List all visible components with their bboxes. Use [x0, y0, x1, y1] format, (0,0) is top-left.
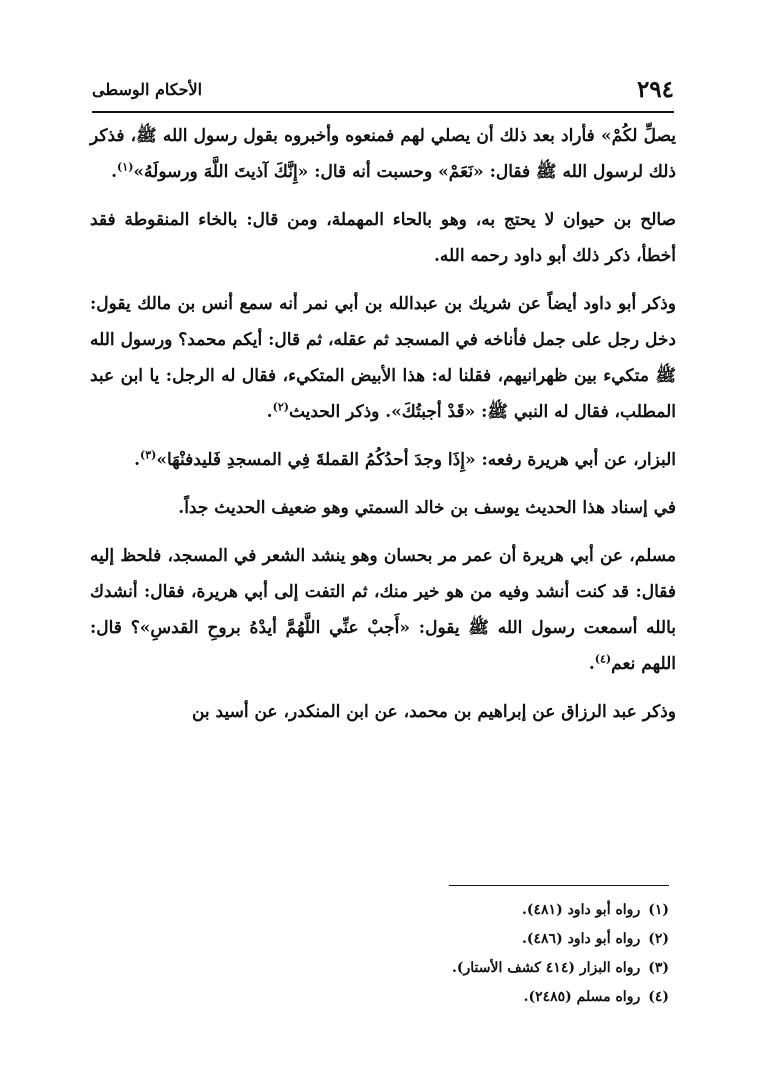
footnote-number: (١)	[648, 902, 669, 918]
paragraph	[90, 538, 676, 682]
footnote-text: رواه أبو داود (٤٨١).	[522, 902, 641, 918]
footnotes	[249, 896, 669, 1012]
paragraph-tail: .	[111, 162, 118, 182]
paragraph	[90, 442, 676, 478]
footnote-text: رواه البزار (٤١٤ كشف الأستار).	[452, 960, 641, 976]
paragraph-text: في إسناد هذا الحديث يوسف بن خالد السمتي وهو ضعيف الحديث جداً.	[178, 498, 676, 518]
main-text	[90, 118, 676, 742]
footnote	[249, 925, 669, 954]
page-number: ٢٩٤	[636, 76, 674, 103]
header-rule	[92, 111, 674, 113]
paragraph	[90, 202, 676, 274]
paragraph	[90, 694, 676, 730]
footnote	[249, 954, 669, 983]
footnote	[249, 983, 669, 1012]
paragraph	[90, 118, 676, 190]
footnote-text: رواه أبو داود (٤٨٦).	[522, 931, 641, 947]
paragraph-tail: .	[266, 402, 273, 422]
paragraph-text: وذكر عبد الرزاق عن إبراهيم بن محمد، عن ابن المنكدر، عن أسيد بن	[191, 702, 676, 722]
paragraph-text: وذكر أبو داود أيضاً عن شريك بن عبدالله بن أبي نمر أنه سمع أنس بن مالك يقول: دخل رجل على جمل فأناخه في المسجد ثم عقله، ثم قال: أيكم محمد؟ ورسول الله ﷺ متكيء بين ظهرانيهم، فقلنا له: هذا الأبيض المتكيء، فقال له الرجل: يا ابن عبد المطلب، فقال له النبي ﷺ: «قَدْ أجبتُكَ». وذكر الحديث	[90, 294, 676, 422]
footnote	[249, 896, 669, 925]
footnote-ref[interactable]: (٣)	[139, 448, 157, 462]
footnote-ref[interactable]: (١)	[117, 160, 134, 174]
footnote-ref[interactable]: (٤)	[594, 652, 612, 666]
footnote-ref[interactable]: (٢)	[272, 400, 289, 414]
paragraph-tail: .	[588, 654, 595, 674]
footnote-separator	[449, 885, 669, 886]
paragraph-text: مسلم، عن أبي هريرة أن عمر مر بحسان وهو ينشد الشعر في المسجد، فلحظ إليه فقال: قد كنت أنشد وفيه من هو خير منك، ثم التفت إلى أبي هريرة، فقال: أنشدك بالله أسمعت رسول الله ﷺ يقول: «أَجبْ عنِّي اللَّهُمَّ أيدْهُ بروحِ القدسِ»؟ قال: اللهم نعم	[90, 546, 676, 674]
paragraph	[90, 490, 676, 526]
footnote-number: (٣)	[648, 960, 669, 976]
page-header	[92, 76, 674, 110]
paragraph-text: يصلِّ لكُمْ» فأراد بعد ذلك أن يصلي لهم فمنعوه وأخبروه بقول رسول الله ﷺ، فذكر ذلك لرسول الله ﷺ فقال: «نَعَمْ» وحسبت أنه قال: «إِنَّكَ آذيتَ اللَّهَ ورسولَهُ»	[90, 126, 676, 182]
footnote-number: (٢)	[648, 931, 669, 947]
paragraph	[90, 286, 676, 430]
footnote-number: (٤)	[648, 989, 669, 1005]
paragraph-text: البزار، عن أبي هريرة رفعه: «إِذَا وجدَ أحدُكُمُ القملةَ فِي المسجدِ فَليدفنْهَا»	[156, 450, 676, 470]
footnote-text: رواه مسلم (٢٤٨٥).	[523, 989, 641, 1005]
paragraph-tail: .	[134, 450, 140, 470]
running-title: الأحكام الوسطى	[92, 80, 203, 99]
paragraph-text: صالح بن حيوان لا يحتج به، وهو بالحاء المهملة، ومن قال: بالخاء المنقوطة فقد أخطأ، ذكر ذلك أبو داود رحمه الله.	[90, 210, 676, 266]
